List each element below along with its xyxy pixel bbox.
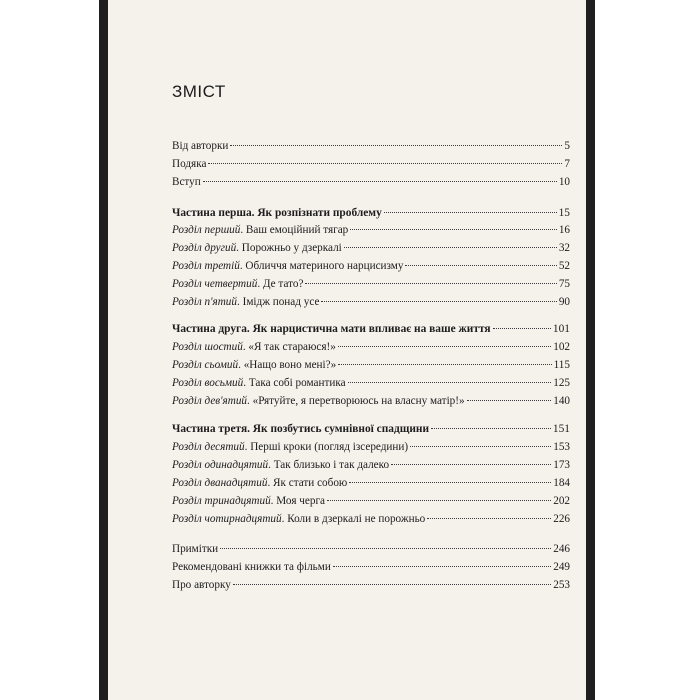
dot-leader: [348, 382, 552, 383]
dot-leader: [338, 364, 551, 365]
dot-leader: [327, 500, 551, 501]
chapter-number: Розділ дванадцятий: [172, 477, 268, 489]
chapter-number: Розділ восьмий: [172, 377, 244, 389]
chapter-title: «Нащо воно мені?»: [243, 359, 337, 371]
toc-page-number: 249: [553, 561, 570, 573]
toc-page-number: 75: [558, 278, 570, 290]
toc-entry-introduction[interactable]: [172, 173, 570, 191]
dot-leader: [230, 145, 562, 146]
toc-page-number: 16: [558, 224, 570, 236]
chapter-number: Розділ перший: [172, 224, 241, 236]
toc-page-number: 115: [553, 359, 570, 371]
dot-leader: [350, 229, 557, 230]
chapter-number: Розділ десятий: [172, 441, 245, 453]
chapter-title: Так близько і так далеко: [273, 459, 390, 471]
toc-page-number: 101: [552, 323, 570, 335]
toc-chapter-3[interactable]: Розділ третій. Обличчя материного нарцисизму 52: [172, 257, 570, 275]
toc-page-number: 125: [553, 377, 570, 389]
toc-page-number: 90: [558, 296, 570, 308]
chapter-title: Де тато?: [262, 278, 304, 290]
chapter-number: Розділ п'ятий: [172, 296, 237, 308]
chapter-title: Імідж понад усе: [242, 296, 320, 308]
dot-leader: [410, 446, 551, 447]
dot-leader: [493, 328, 551, 329]
toc-title: ЗМІСТ: [172, 82, 226, 101]
chapter-title: «Я так стараюся!»: [248, 341, 336, 353]
chapter-title: Як стати собою: [273, 477, 348, 489]
toc-chapter-7[interactable]: Розділ сьомий. «Нащо воно мені?» 115: [172, 356, 570, 374]
toc-entry-label: Від авторки: [172, 140, 229, 152]
toc-entry-notes[interactable]: [172, 540, 570, 558]
chapter-title: Така собі романтика: [248, 377, 346, 389]
dot-leader: [321, 301, 556, 302]
chapter-number: Розділ одинадцятий: [172, 459, 269, 471]
toc-page-number: 32: [558, 242, 570, 254]
toc-page-number: 151: [552, 423, 570, 435]
toc-part-title: Частина третя. Як позбутись сумнівної спадщини: [172, 423, 430, 435]
toc-entry-label: Про авторку: [172, 579, 231, 591]
toc-page-number: 184: [553, 477, 570, 489]
toc-entry-acknowledgements[interactable]: [172, 155, 570, 173]
chapter-title: Ваш емоційний тягар: [245, 224, 349, 236]
dot-leader: [431, 428, 551, 429]
toc-chapter-5[interactable]: Розділ п'ятий. Імідж понад усе 90: [172, 293, 570, 311]
toc-chapter-9[interactable]: Розділ дев'ятий. «Рятуйте, я перетворююсь на власну матір!» 140: [172, 392, 570, 410]
toc-chapter-12[interactable]: Розділ дванадцятий. Як стати собою 184: [172, 474, 570, 492]
dot-leader: [203, 181, 557, 182]
chapter-number: Розділ сьомий: [172, 359, 239, 371]
dot-leader: [333, 566, 551, 567]
chapter-title: Перші кроки (погляд ізсередини): [250, 441, 409, 453]
chapter-title: Моя черга: [276, 495, 325, 507]
chapter-title: Порожньо у дзеркалі: [241, 242, 342, 254]
dot-leader: [349, 482, 551, 483]
toc-part-3[interactable]: [172, 420, 570, 438]
toc-chapter-8[interactable]: Розділ восьмий. Така собі романтика 125: [172, 374, 570, 392]
dot-leader: [384, 212, 557, 213]
chapter-title: Коли в дзеркалі не порожньо: [287, 513, 426, 525]
toc-entry-label: Рекомендовані книжки та фільми: [172, 561, 331, 573]
toc-page-number: 5: [564, 140, 570, 152]
toc-page-number: 153: [553, 441, 570, 453]
toc-entry-label: Вступ: [172, 176, 201, 188]
chapter-number: Розділ чотирнадцятий: [172, 513, 282, 525]
chapter-number: Розділ тринадцятий: [172, 495, 271, 507]
toc-chapter-13[interactable]: Розділ тринадцятий. Моя черга 202: [172, 492, 570, 510]
toc-page-number: 226: [553, 513, 570, 525]
toc-chapter-14[interactable]: Розділ чотирнадцятий. Коли в дзеркалі не порожньо 226: [172, 510, 570, 528]
dot-leader: [233, 584, 551, 585]
toc-entry-about-author[interactable]: [172, 576, 570, 594]
toc-chapter-10[interactable]: Розділ десятий. Перші кроки (погляд ізсередини) 153: [172, 438, 570, 456]
toc-page-number: 10: [558, 176, 570, 188]
dot-leader: [208, 163, 562, 164]
chapter-number: Розділ четвертий: [172, 278, 258, 290]
toc-chapter-4[interactable]: Розділ четвертий. Де тато? 75: [172, 275, 570, 293]
toc-page-number: 253: [553, 579, 570, 591]
toc-part-2[interactable]: [172, 320, 570, 338]
toc-entry-recommendations[interactable]: [172, 558, 570, 576]
toc-chapter-1[interactable]: Розділ перший. Ваш емоційний тягар 16: [172, 221, 570, 239]
toc-page-number: 140: [553, 395, 570, 407]
toc-page-number: 102: [553, 341, 570, 353]
chapter-number: Розділ шостий: [172, 341, 243, 353]
toc-entry-label: Примітки: [172, 543, 219, 555]
dot-leader: [338, 346, 551, 347]
chapter-number: Розділ дев'ятий: [172, 395, 248, 407]
toc-part-title: Частина перша. Як розпізнати проблему: [172, 207, 382, 219]
chapter-number: Розділ другий: [172, 242, 237, 254]
dot-leader: [467, 400, 552, 401]
toc-chapter-11[interactable]: Розділ одинадцятий. Так близько і так далеко 173: [172, 456, 570, 474]
dot-leader: [305, 283, 556, 284]
toc-page-number: 15: [558, 207, 570, 219]
toc-entry-author-note[interactable]: [172, 137, 570, 155]
toc-chapter-6[interactable]: Розділ шостий. «Я так стараюся!» 102: [172, 338, 570, 356]
toc-page-number: 173: [553, 459, 570, 471]
dot-leader: [405, 265, 556, 266]
dot-leader: [391, 464, 551, 465]
dot-leader: [427, 518, 551, 519]
chapter-title: «Рятуйте, я перетворююсь на власну матір!»: [252, 395, 465, 407]
toc-page-number: 52: [558, 260, 570, 272]
toc-page-number: 246: [553, 543, 570, 555]
chapter-number: Розділ третій: [172, 260, 240, 272]
dot-leader: [220, 548, 551, 549]
toc-part-title: Частина друга. Як нарцистична мати впливає на ваше життя: [172, 323, 491, 335]
toc-page-number: 7: [564, 158, 570, 170]
toc-chapter-2[interactable]: Розділ другий. Порожньо у дзеркалі 32: [172, 239, 570, 257]
toc-page-number: 202: [553, 495, 570, 507]
dot-leader: [344, 247, 557, 248]
chapter-title: Обличчя материного нарцисизму: [245, 260, 404, 272]
toc-part-1[interactable]: [172, 204, 570, 222]
toc-entry-label: Подяка: [172, 158, 207, 170]
